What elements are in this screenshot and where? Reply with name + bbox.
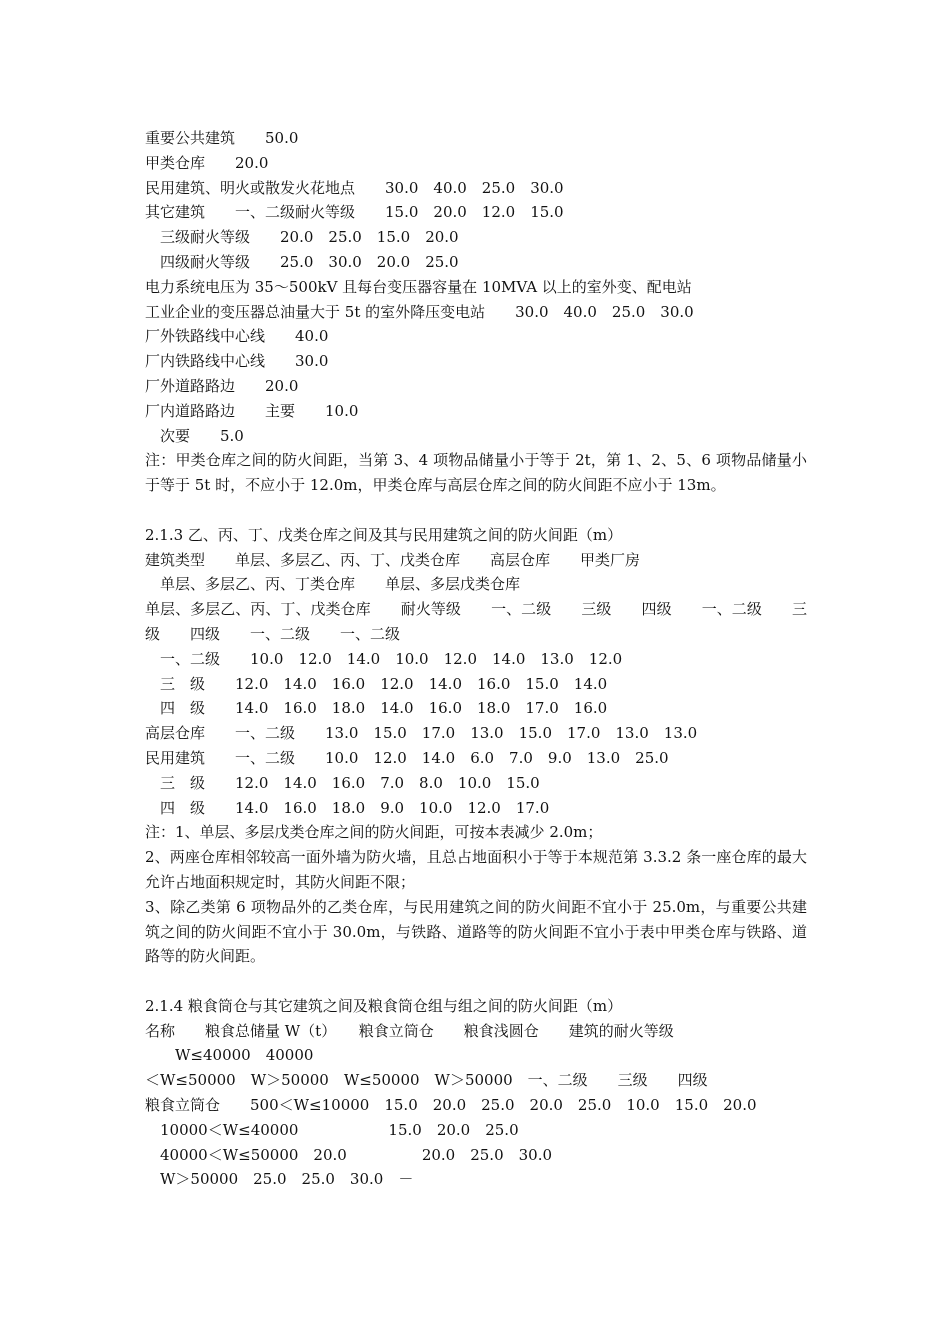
paragraph-spacer: [145, 969, 807, 994]
table-note: 3、除乙类第 6 项物品外的乙类仓库，与民用建筑之间的防火间距不宜小于 25.0m，与重要公共建筑之间的防火间距不宜小于 30.0m，与铁路、道路等的防火间距不宜小于表中甲类仓库与铁路、道路等的防火间距。: [145, 897, 807, 966]
table-row: 高层仓库 一、二级 13.0 15.0 17.0 13.0 15.0 17.0 13.0 13.0: [145, 724, 698, 743]
table-row: 粮食立筒仓 500＜W≤10000 15.0 20.0 25.0 20.0 25.0 10.0 15.0 20.0: [145, 1096, 757, 1115]
section-title-2-1-4: 2.1.4 粮食筒仓与其它建筑之间及粮食筒仓组与组之间的防火间距（m）: [145, 996, 623, 1015]
table-row: 40000＜W≤50000 20.0 20.0 25.0 30.0: [145, 1145, 553, 1164]
table-note: 注：1、单层、多层戊类仓库之间的防火间距，可按本表减少 2.0m；: [145, 823, 603, 842]
table-header-row: 单层、多层乙、丙、丁类仓库 单层、多层戊类仓库: [145, 575, 521, 594]
table-row: 三 级 12.0 14.0 16.0 12.0 14.0 16.0 15.0 14.0: [145, 674, 608, 693]
table-header-row: ＜W≤50000 W＞50000 W≤50000 W＞50000 一、二级 三级 四级: [145, 1071, 708, 1090]
table-row: 四级耐火等级 25.0 30.0 20.0 25.0: [145, 252, 459, 271]
table-row: 厂外道路路边 20.0: [145, 376, 299, 395]
table-row: W＞50000 25.0 25.0 30.0 －: [145, 1170, 414, 1189]
table-row: 三级耐火等级 20.0 25.0 15.0 20.0: [145, 228, 459, 247]
table-row: 厂内道路路边 主要 10.0: [145, 401, 359, 420]
table-row: 民用建筑 一、二级 10.0 12.0 14.0 6.0 7.0 9.0 13.0 25.0: [145, 748, 669, 767]
table-header-row: 名称 粮食总储量 W（t） 粮食立筒仓 粮食浅圆仓 建筑的耐火等级: [145, 1021, 674, 1040]
table-row: 厂外铁路线中心线 40.0: [145, 327, 329, 346]
table-row: 10000＜W≤40000 15.0 20.0 25.0: [145, 1120, 519, 1139]
section-title-2-1-3: 2.1.3 乙、丙、丁、戊类仓库之间及其与民用建筑之间的防火间距（m）: [145, 525, 623, 544]
table-row: 次要 5.0: [145, 426, 244, 445]
table-row: 工业企业的变压器总油量大于 5t 的室外降压变电站 30.0 40.0 25.0 30.0: [145, 302, 694, 321]
document-body: [145, 126, 807, 1192]
table-header-row: 建筑类型 单层、多层乙、丙、丁、戊类仓库 高层仓库 甲类厂房: [145, 550, 641, 569]
table-row: 其它建筑 一、二级耐火等级 15.0 20.0 12.0 15.0: [145, 203, 564, 222]
table-row: 厂内铁路线中心线 30.0: [145, 352, 329, 371]
table-row: 民用建筑、明火或散发火花地点 30.0 40.0 25.0 30.0: [145, 178, 564, 197]
table-row: 甲类仓库 20.0: [145, 153, 269, 172]
table-row: 重要公共建筑 50.0: [145, 129, 299, 147]
table-row: 四 级 14.0 16.0 18.0 14.0 16.0 18.0 17.0 16.0: [145, 699, 608, 718]
table-note: 注：甲类仓库之间的防火间距，当第 3、4 项物品储量小于等于 2t，第 1、2、5、6 项物品储量小于等于 5t 时，不应小于 12.0m，甲类仓库与高层仓库之间的防火间距不应小于 13m。: [145, 451, 807, 495]
table-header-row: W≤40000 40000: [145, 1046, 314, 1065]
table-row: 三 级 12.0 14.0 16.0 7.0 8.0 10.0 15.0: [145, 773, 540, 792]
table-row: 一、二级 10.0 12.0 14.0 10.0 12.0 14.0 13.0 12.0: [145, 649, 623, 668]
table-header-row: 单层、多层乙、丙、丁、戊类仓库 耐火等级 一、二级 三级 四级 一、二级 三级 四级 一、二级 一、二级: [145, 600, 807, 643]
table-note: 2、两座仓库相邻较高一面外墙为防火墙，且总占地面积小于等于本规范第 3.3.2 条一座仓库的最大允许占地面积规定时，其防火间距不限；: [145, 848, 807, 891]
table-row: 四 级 14.0 16.0 18.0 9.0 10.0 12.0 17.0: [145, 798, 550, 817]
paragraph-spacer: [145, 498, 807, 523]
table-row: 电力系统电压为 35～500kV 且每台变压器容量在 10MVA 以上的室外变、配电站: [145, 277, 692, 296]
